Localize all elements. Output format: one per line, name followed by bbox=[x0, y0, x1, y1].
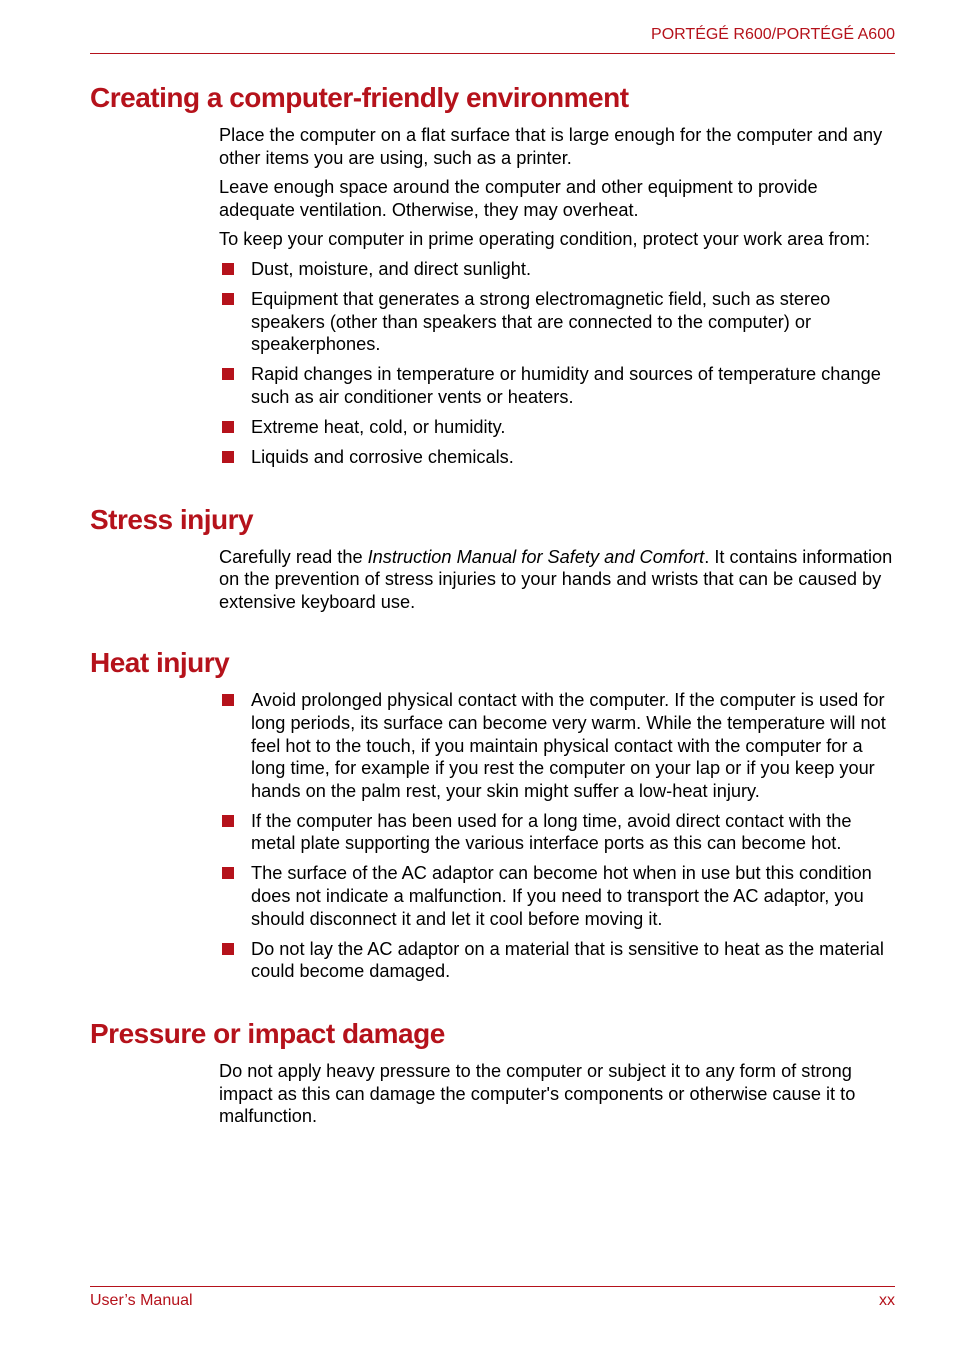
manual-title: Instruction Manual for Safety and Comfort bbox=[367, 546, 705, 567]
paragraph: Carefully read the Instruction Manual for Safety and Comfort. It contains information on the prevention of stress injuries to your hands and wrists that can be caused by extensive keyboard use. bbox=[219, 546, 893, 612]
section-heading-heat: Heat injury bbox=[90, 647, 230, 679]
stress-body bbox=[219, 546, 895, 614]
bullet-square-icon bbox=[222, 451, 234, 463]
pressure-body bbox=[219, 1060, 895, 1128]
list-item: Avoid prolonged physical contact with the computer. If the computer is used for long periods, its surface can become very warm. While the temperature will not feel hot to the touch, if you maintain physical contact with the computer for a long time, for example if you rest the computer on your lap or if you keep your hands on the palm rest, your skin might suffer a low-heat injury. bbox=[219, 689, 895, 802]
paragraph: Place the computer on a flat surface that is large enough for the computer and any other items you are using, such as a printer. bbox=[219, 125, 883, 168]
running-header: PORTÉGÉ R600/PORTÉGÉ A600 bbox=[651, 26, 895, 43]
footer-divider bbox=[90, 1286, 895, 1287]
bullet-square-icon bbox=[222, 421, 234, 433]
list-item: Extreme heat, cold, or humidity. bbox=[219, 416, 895, 439]
page-content bbox=[90, 80, 895, 1135]
page-number: xx bbox=[879, 1292, 895, 1309]
environment-body bbox=[219, 124, 895, 468]
paragraph: Leave enough space around the computer and other equipment to provide adequate ventilation. Otherwise, they may overheat. bbox=[219, 177, 818, 220]
bullet-square-icon bbox=[222, 694, 234, 706]
list-item: If the computer has been used for a long time, avoid direct contact with the metal plate supporting the various interface ports as this can become hot. bbox=[219, 810, 895, 855]
paragraph: To keep your computer in prime operating condition, protect your work area from: bbox=[219, 229, 871, 250]
list-item: Dust, moisture, and direct sunlight. bbox=[219, 258, 895, 281]
bullet-list bbox=[219, 689, 895, 982]
heat-body bbox=[219, 689, 895, 982]
section-heading-pressure: Pressure or impact damage bbox=[90, 1018, 445, 1050]
list-item: Liquids and corrosive chemicals. bbox=[219, 446, 895, 469]
list-item: Do not lay the AC adaptor on a material that is sensitive to heat as the material could become damaged. bbox=[219, 938, 895, 983]
section-heading-stress: Stress injury bbox=[90, 503, 254, 535]
bullet-square-icon bbox=[222, 293, 234, 305]
footer-manual-label: User’s Manual bbox=[90, 1292, 193, 1309]
list-item: Rapid changes in temperature or humidity and sources of temperature change such as air conditioner vents or heaters. bbox=[219, 363, 895, 408]
header-divider bbox=[90, 53, 895, 54]
bullet-square-icon bbox=[222, 815, 234, 827]
bullet-square-icon bbox=[222, 867, 234, 879]
list-item: Equipment that generates a strong electromagnetic field, such as stereo speakers (other than speakers that are connected to the computer) or speakerphones. bbox=[219, 288, 895, 356]
bullet-square-icon bbox=[222, 263, 234, 275]
bullet-list bbox=[219, 258, 895, 468]
section-heading-environment: Creating a computer-friendly environment bbox=[90, 82, 629, 113]
bullet-square-icon bbox=[222, 943, 234, 955]
paragraph: Do not apply heavy pressure to the computer or subject it to any form of strong impact as this can damage the computer's components or otherwise cause it to malfunction. bbox=[219, 1061, 856, 1127]
bullet-square-icon bbox=[222, 368, 234, 380]
list-item: The surface of the AC adaptor can become hot when in use but this condition does not indicate a malfunction. If you need to transport the AC adaptor, you should disconnect it and let it cool before moving it. bbox=[219, 862, 895, 930]
